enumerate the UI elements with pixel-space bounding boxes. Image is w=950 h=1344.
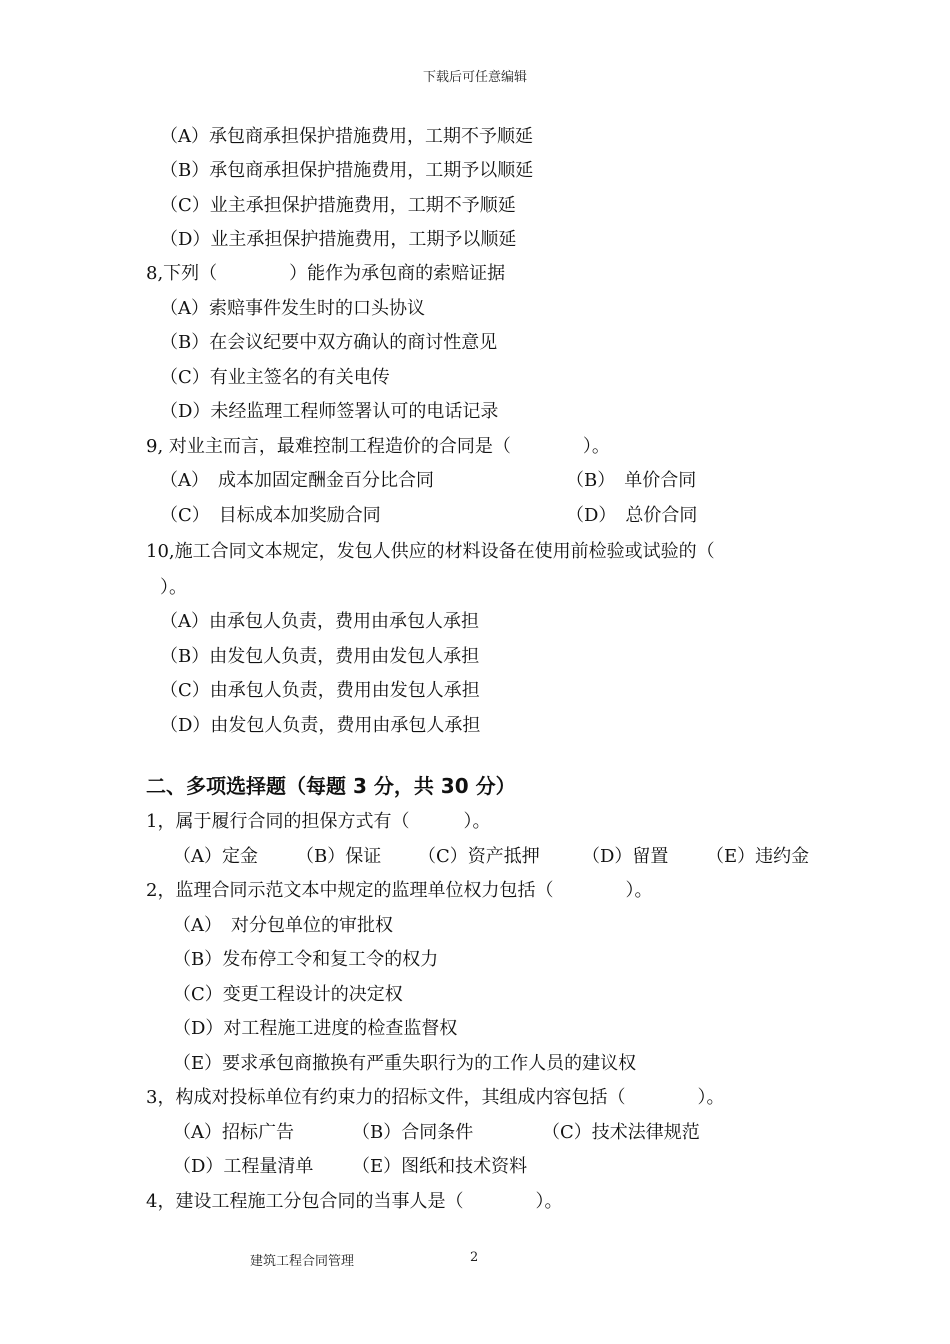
q9-stem: 9, 对业主而言，最难控制工程造价的合同是（ ）。: [146, 436, 610, 457]
page-number: 2: [470, 1250, 479, 1265]
mq2-option-c: （C）变更工程设计的决定权: [173, 984, 403, 1005]
mq1-option-b: （B）保证: [296, 846, 382, 867]
mq3-stem: 3，构成对投标单位有约束力的招标文件，其组成内容包括（ ）。: [146, 1087, 725, 1108]
mq2-option-e: （E）要求承包商撤换有严重失职行为的工作人员的建议权: [173, 1053, 637, 1074]
mq3-option-b: （B）合同条件: [352, 1122, 474, 1143]
q10-option-c: （C）由承包人负责，费用由发包人承担: [160, 680, 480, 701]
mq3-option-a: （A）招标广告: [173, 1122, 294, 1143]
q9-option-a: （A） 成本加固定酬金百分比合同: [160, 470, 434, 491]
q10-stem-line2: ）。: [160, 577, 187, 598]
section-title-multiple-choice: 二、多项选择题（每题 3 分，共 30 分）: [146, 774, 516, 798]
q8-option-d: （D）未经监理工程师签署认可的电话记录: [160, 401, 499, 422]
q7-option-a: （A）承包商承担保护措施费用，工期不予顺延: [160, 126, 533, 147]
mq2-option-d: （D）对工程施工进度的检查监督权: [173, 1018, 458, 1039]
mq2-option-b: （B）发布停工令和复工令的权力: [173, 949, 439, 970]
page-header: 下载后可任意编辑: [422, 70, 527, 85]
mq1-option-e: （E）违约金: [706, 846, 810, 867]
mq3-option-c: （C）技术法律规范: [542, 1122, 700, 1143]
q10-stem-line1: 10,施工合同文本规定，发包人供应的材料设备在使用前检验或试验的（: [146, 541, 715, 562]
q8-option-a: （A）索赔事件发生时的口头协议: [160, 298, 425, 319]
q9-option-c: （C） 目标成本加奖励合同: [160, 505, 381, 526]
mq3-option-e: （E）图纸和技术资料: [352, 1156, 528, 1177]
q9-option-b: （B） 单价合同: [566, 470, 697, 491]
q8-option-b: （B）在会议纪要中双方确认的商讨性意见: [160, 332, 498, 353]
q8-option-c: （C）有业主签名的有关电传: [160, 367, 390, 388]
q8-stem: 8,下列（ ）能作为承包商的索赔证据: [146, 263, 506, 284]
mq4-stem: 4，建设工程施工分包合同的当事人是（ ）。: [146, 1191, 563, 1212]
q10-option-a: （A）由承包人负责，费用由承包人承担: [160, 611, 479, 632]
footer-title: 建筑工程合同管理: [250, 1254, 355, 1269]
q9-option-d: （D） 总价合同: [566, 505, 698, 526]
q7-option-d: （D）业主承担保护措施费用，工期予以顺延: [160, 229, 517, 250]
q7-option-c: （C）业主承担保护措施费用，工期不予顺延: [160, 195, 516, 216]
q10-option-b: （B）由发包人负责，费用由发包人承担: [160, 646, 480, 667]
mq2-option-a: （A） 对分包单位的审批权: [173, 915, 393, 936]
mq2-stem: 2，监理合同示范文本中规定的监理单位权力包括（ ）。: [146, 880, 653, 901]
mq1-option-a: （A）定金: [173, 846, 258, 867]
q10-option-d: （D）由发包人负责，费用由承包人承担: [160, 715, 481, 736]
mq1-option-d: （D）留置: [582, 846, 669, 867]
q7-option-b: （B）承包商承担保护措施费用，工期予以顺延: [160, 160, 534, 181]
mq1-stem: 1，属于履行合同的担保方式有（ ）。: [146, 811, 491, 832]
mq1-option-c: （C）资产抵押: [418, 846, 540, 867]
mq3-option-d: （D）工程量清单: [173, 1156, 314, 1177]
